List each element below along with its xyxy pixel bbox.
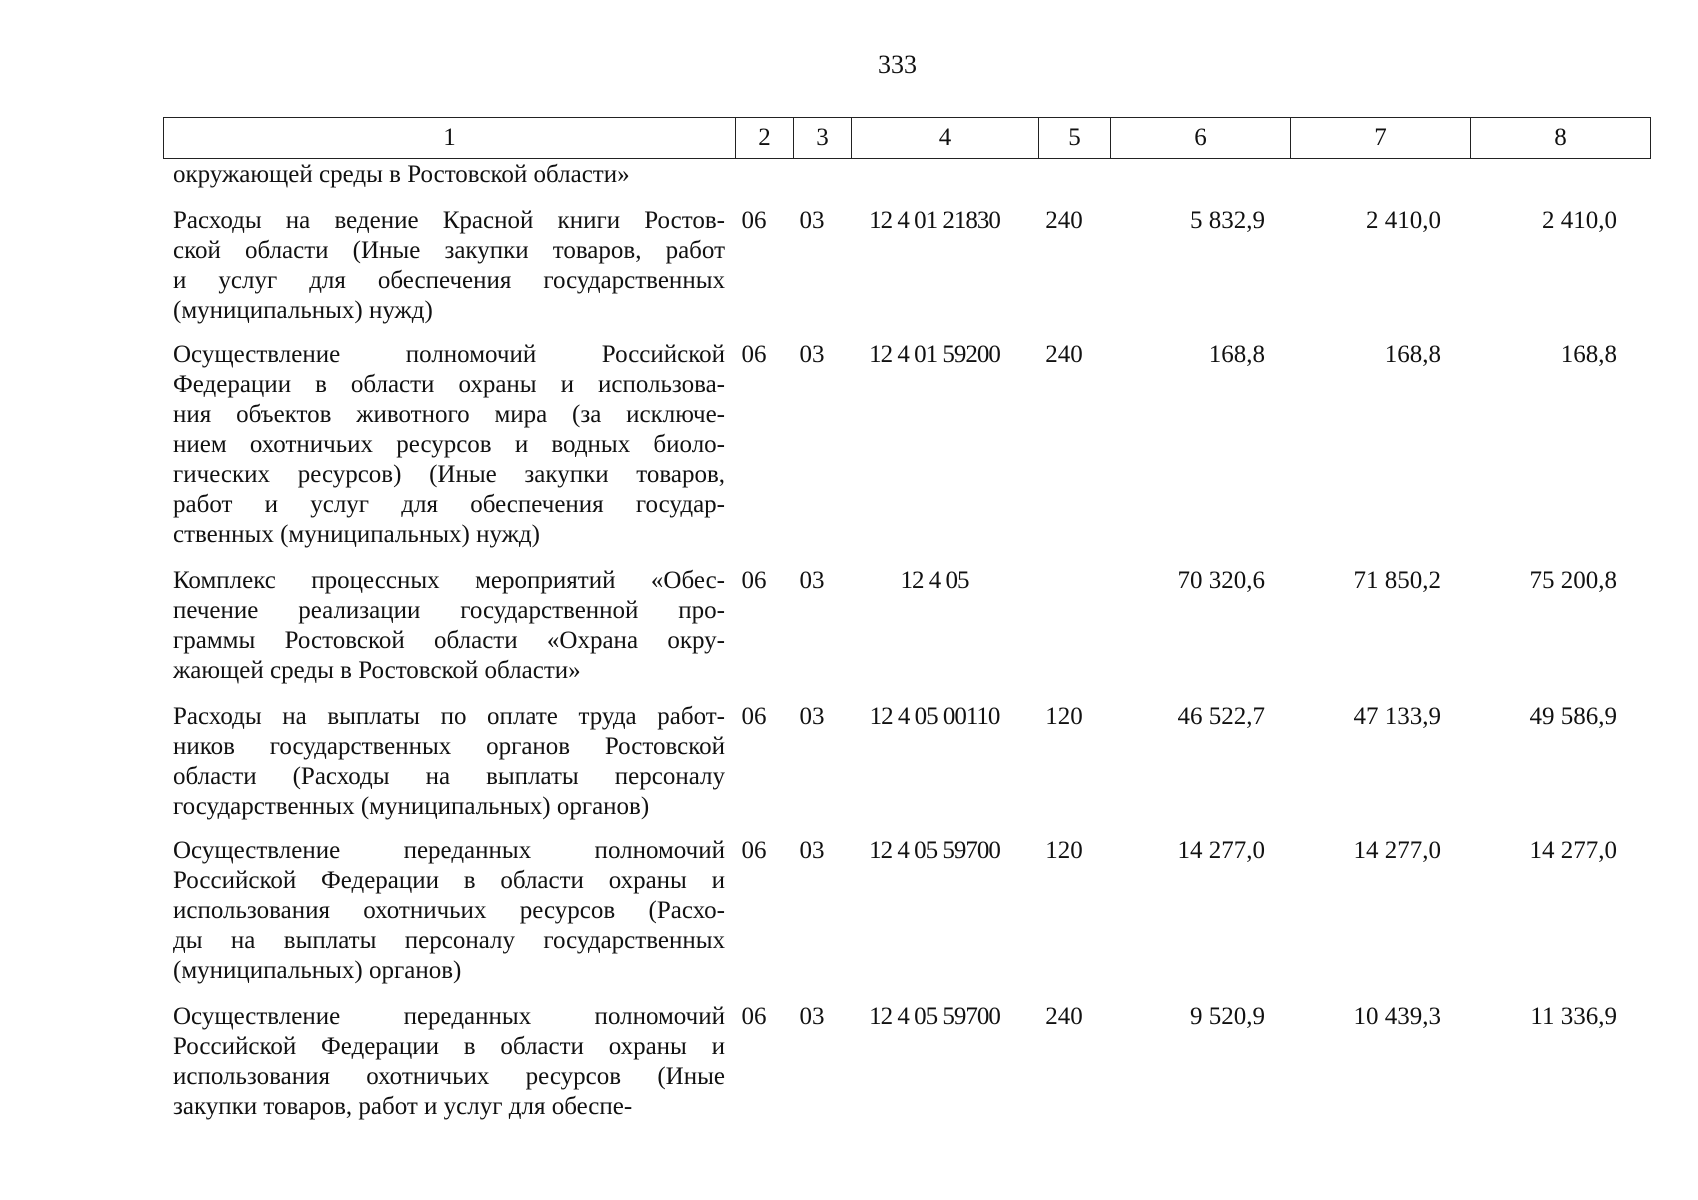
subsection-code: 03 bbox=[799, 207, 825, 234]
continuation-text: окружающей среды в Ростовской области» bbox=[173, 161, 630, 188]
description-line: гических ресурсов) (Иные закупки товаров, bbox=[173, 461, 725, 488]
description-line: граммы Ростовской области «Охрана окру- bbox=[173, 627, 725, 654]
expense-type-code: 120 bbox=[1045, 703, 1083, 730]
expense-type-code: 240 bbox=[1045, 207, 1083, 234]
amount-year-1: 46 522,7 bbox=[1177, 703, 1265, 730]
description-line: жающей среды в Ростовской области» bbox=[173, 657, 581, 684]
description-line: области (Расходы на выплаты персоналу bbox=[173, 763, 725, 790]
column-header-7: 7 bbox=[1291, 118, 1471, 159]
description-line: ственных (муниципальных) нужд) bbox=[173, 521, 540, 548]
description-line: работ и услуг для обеспечения государ- bbox=[173, 491, 725, 518]
amount-year-2: 2 410,0 bbox=[1366, 207, 1441, 234]
target-article-code: 12 4 01 21830 bbox=[869, 207, 1000, 234]
target-article-code: 12 4 05 59700 bbox=[869, 1003, 1000, 1030]
column-header-5: 5 bbox=[1039, 118, 1111, 159]
section-code: 06 bbox=[741, 567, 767, 594]
row-description bbox=[173, 206, 725, 326]
table-row bbox=[173, 702, 1650, 822]
target-article-code: 12 4 05 bbox=[900, 567, 969, 594]
description-line: Российской Федерации в области охраны и bbox=[173, 1033, 725, 1060]
budget-table-body bbox=[173, 160, 1650, 1122]
amount-year-1: 5 832,9 bbox=[1190, 207, 1265, 234]
target-article-code: 12 4 01 59200 bbox=[869, 341, 1000, 368]
target-article-code: 12 4 05 00110 bbox=[869, 703, 1000, 730]
description-line: ников государственных органов Ростовской bbox=[173, 733, 725, 760]
amount-year-2: 10 439,3 bbox=[1353, 1003, 1441, 1030]
amount-year-3: 49 586,9 bbox=[1529, 703, 1617, 730]
amount-year-1: 70 320,6 bbox=[1177, 567, 1265, 594]
amount-year-3: 2 410,0 bbox=[1542, 207, 1617, 234]
amount-year-2: 14 277,0 bbox=[1353, 837, 1441, 864]
amount-year-2: 71 850,2 bbox=[1353, 567, 1441, 594]
description-line: ния объектов животного мира (за исключе- bbox=[173, 401, 725, 428]
table-row bbox=[173, 206, 1650, 326]
description-line: использования охотничьих ресурсов (Иные bbox=[173, 1063, 725, 1090]
section-code: 06 bbox=[741, 341, 767, 368]
target-article-code: 12 4 05 59700 bbox=[869, 837, 1000, 864]
description-line: закупки товаров, работ и услуг для обеспе- bbox=[173, 1093, 633, 1120]
description-line: (муниципальных) нужд) bbox=[173, 297, 433, 324]
description-line: печение реализации государственной про- bbox=[173, 597, 725, 624]
section-code: 06 bbox=[741, 703, 767, 730]
row-description bbox=[173, 702, 725, 822]
table-row bbox=[173, 340, 1650, 550]
section-code: 06 bbox=[741, 1003, 767, 1030]
expense-type-code: 240 bbox=[1045, 1003, 1083, 1030]
expense-type-code: 240 bbox=[1045, 341, 1083, 368]
description-line: Комплекс процессных мероприятий «Обес- bbox=[173, 567, 725, 594]
expense-type-code bbox=[1028, 566, 1100, 686]
amount-year-3: 11 336,9 bbox=[1530, 1003, 1617, 1030]
description-line: Российской Федерации в области охраны и bbox=[173, 867, 725, 894]
section-code: 06 bbox=[741, 207, 767, 234]
description-line: Осуществление переданных полномочий bbox=[173, 1003, 725, 1030]
description-line: ды на выплаты персоналу государственных bbox=[173, 927, 725, 954]
description-line: Осуществление полномочий Российской bbox=[173, 341, 725, 368]
table-row bbox=[173, 1002, 1650, 1122]
description-line: использования охотничьих ресурсов (Расхо- bbox=[173, 897, 725, 924]
description-line: (муниципальных) органов) bbox=[173, 957, 462, 984]
column-header-2: 2 bbox=[736, 118, 794, 159]
amount-year-3: 75 200,8 bbox=[1529, 567, 1617, 594]
section-code: 06 bbox=[741, 837, 767, 864]
description-line: государственных (муниципальных) органов) bbox=[173, 793, 650, 820]
description-line: и услуг для обеспечения государственных bbox=[173, 267, 725, 294]
amount-year-2: 47 133,9 bbox=[1353, 703, 1441, 730]
row-description bbox=[173, 566, 725, 686]
expense-type-code: 120 bbox=[1045, 837, 1083, 864]
column-header-3: 3 bbox=[794, 118, 852, 159]
amount-year-1: 14 277,0 bbox=[1177, 837, 1265, 864]
page-number: 333 bbox=[878, 50, 917, 79]
amount-year-2: 168,8 bbox=[1384, 341, 1441, 368]
column-header-table bbox=[163, 117, 1651, 159]
description-line: Осуществление переданных полномочий bbox=[173, 837, 725, 864]
amount-year-3: 168,8 bbox=[1560, 341, 1617, 368]
table-rows bbox=[173, 206, 1650, 1122]
amount-year-1: 168,8 bbox=[1208, 341, 1265, 368]
column-header-4: 4 bbox=[852, 118, 1039, 159]
column-header-6: 6 bbox=[1111, 118, 1291, 159]
description-line: Расходы на ведение Красной книги Ростов- bbox=[173, 207, 725, 234]
row-description bbox=[173, 836, 725, 986]
column-header-row bbox=[164, 118, 1651, 159]
description-line: нием охотничьих ресурсов и водных биоло- bbox=[173, 431, 725, 458]
description-line: ской области (Иные закупки товаров, работ bbox=[173, 237, 725, 264]
subsection-code: 03 bbox=[799, 703, 825, 730]
row-description bbox=[173, 1002, 725, 1122]
continuation-row bbox=[173, 160, 1650, 190]
subsection-code: 03 bbox=[799, 567, 825, 594]
description-line: Федерации в области охраны и использова- bbox=[173, 371, 725, 398]
table-row bbox=[173, 836, 1650, 986]
column-header-1: 1 bbox=[164, 118, 736, 159]
column-header-8: 8 bbox=[1471, 118, 1651, 159]
subsection-code: 03 bbox=[799, 341, 825, 368]
subsection-code: 03 bbox=[799, 1003, 825, 1030]
description-line: Расходы на выплаты по оплате труда работ- bbox=[173, 703, 725, 730]
amount-year-3: 14 277,0 bbox=[1529, 837, 1617, 864]
table-row bbox=[173, 566, 1650, 686]
row-description bbox=[173, 340, 725, 550]
amount-year-1: 9 520,9 bbox=[1190, 1003, 1265, 1030]
subsection-code: 03 bbox=[799, 837, 825, 864]
